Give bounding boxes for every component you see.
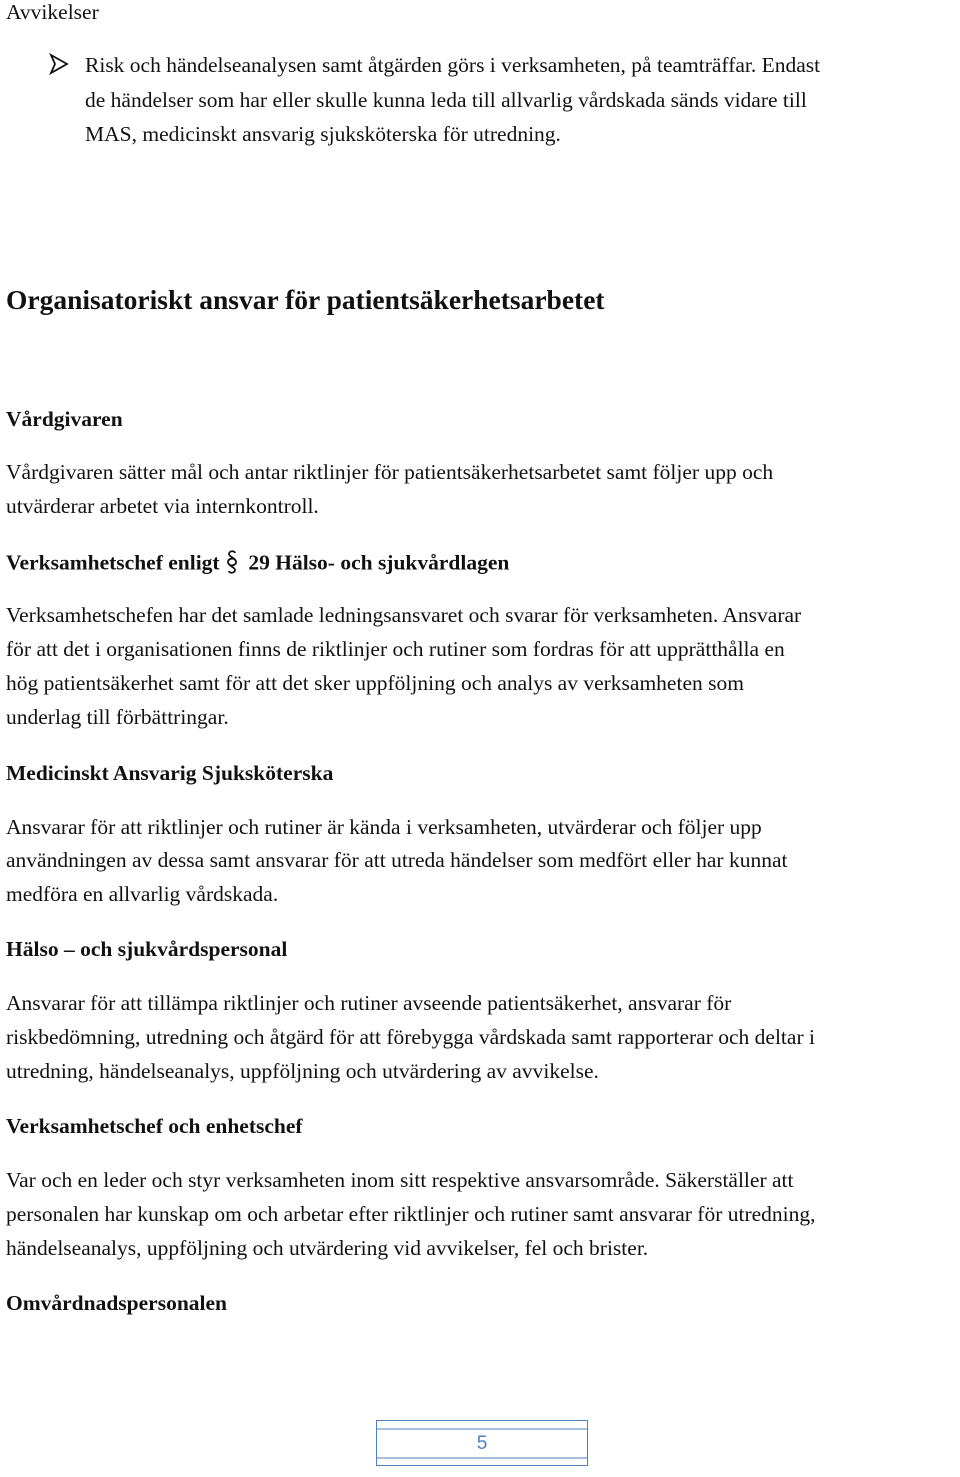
paragraph-line: medföra en allvarlig vårdskada.	[6, 882, 279, 906]
section-sign-icon	[225, 549, 243, 580]
paragraph-line: Var och en leder och styr verksamheten inom sitt respektive ansvarsområde. Säkerställer att	[6, 1168, 794, 1192]
section-heading-verksamhetschef	[6, 549, 509, 580]
paragraph-line: Ansvarar för att tillämpa riktlinjer och rutiner avseende patientsäkerhet, ansvarar för	[6, 991, 732, 1015]
heading-suffix: 29 Hälso- och sjukvårdlagen	[248, 550, 510, 575]
paragraph-line: Verksamhetschefen har det samlade ledningsansvaret och svarar för verksamheten. Ansvarar	[6, 603, 802, 627]
bullet-line: Risk och händelseanalysen samt åtgärden görs i verksamheten, på teamträffar. Endast	[85, 53, 821, 77]
section-label: Avvikelser	[6, 0, 99, 24]
page-footer	[376, 1416, 588, 1472]
heading-prefix: Verksamhetschef enligt	[6, 550, 220, 575]
paragraph-line: händelseanalys, uppföljning och utvärdering vid avvikelser, fel och brister.	[6, 1236, 649, 1260]
paragraph-line: användningen av dessa samt ansvarar för att utreda händelser som medfört eller har kunnat	[6, 848, 788, 872]
paragraph-line: underlag till förbättringar.	[6, 705, 229, 729]
bullet-line: MAS, medicinskt ansvarig sjuksköterska för utredning.	[85, 122, 561, 146]
paragraph-line: riskbedömning, utredning och åtgärd för att förebygga vårdskada samt rapporterar och deltar i	[6, 1025, 815, 1049]
paragraph-line: personalen har kunskap om och arbetar efter riktlinjer och rutiner samt ansvarar för utredning,	[6, 1202, 816, 1226]
paragraph-line: för att det i organisationen finns de riktlinjer och rutiner som fordras för att upprätthålla en	[6, 637, 785, 661]
section-heading-enhetschef: Verksamhetschef och enhetschef	[6, 1114, 303, 1138]
section-heading-vardgivaren: Vårdgivaren	[6, 407, 123, 431]
page-number: 5	[476, 1433, 488, 1454]
paragraph-line: utvärderar arbetet via internkontroll.	[6, 494, 319, 518]
bullet-line: de händelser som har eller skulle kunna leda till allvarlig vårdskada sänds vidare till	[85, 88, 807, 112]
section-heading-halso: Hälso – och sjukvårdspersonal	[6, 937, 288, 961]
section-heading-omvardnad: Omvårdnadspersonalen	[6, 1291, 228, 1315]
section-heading-mas: Medicinskt Ansvarig Sjuksköterska	[6, 761, 334, 785]
paragraph-line: utredning, händelseanalys, uppföljning och utvärdering av avvikelse.	[6, 1059, 599, 1083]
arrowhead-bullet-icon	[48, 53, 74, 77]
paragraph-line: Ansvarar för att riktlinjer och rutiner är kända i verksamheten, utvärderar och följer upp	[6, 815, 762, 839]
main-heading: Organisatoriskt ansvar för patientsäkerhetsarbetet	[6, 284, 605, 315]
paragraph-line: hög patientsäkerhet samt för att det sker uppföljning och analys av verksamheten som	[6, 671, 744, 695]
paragraph-line: Vårdgivaren sätter mål och antar riktlinjer för patientsäkerhetsarbetet samt följer upp och	[6, 460, 774, 484]
